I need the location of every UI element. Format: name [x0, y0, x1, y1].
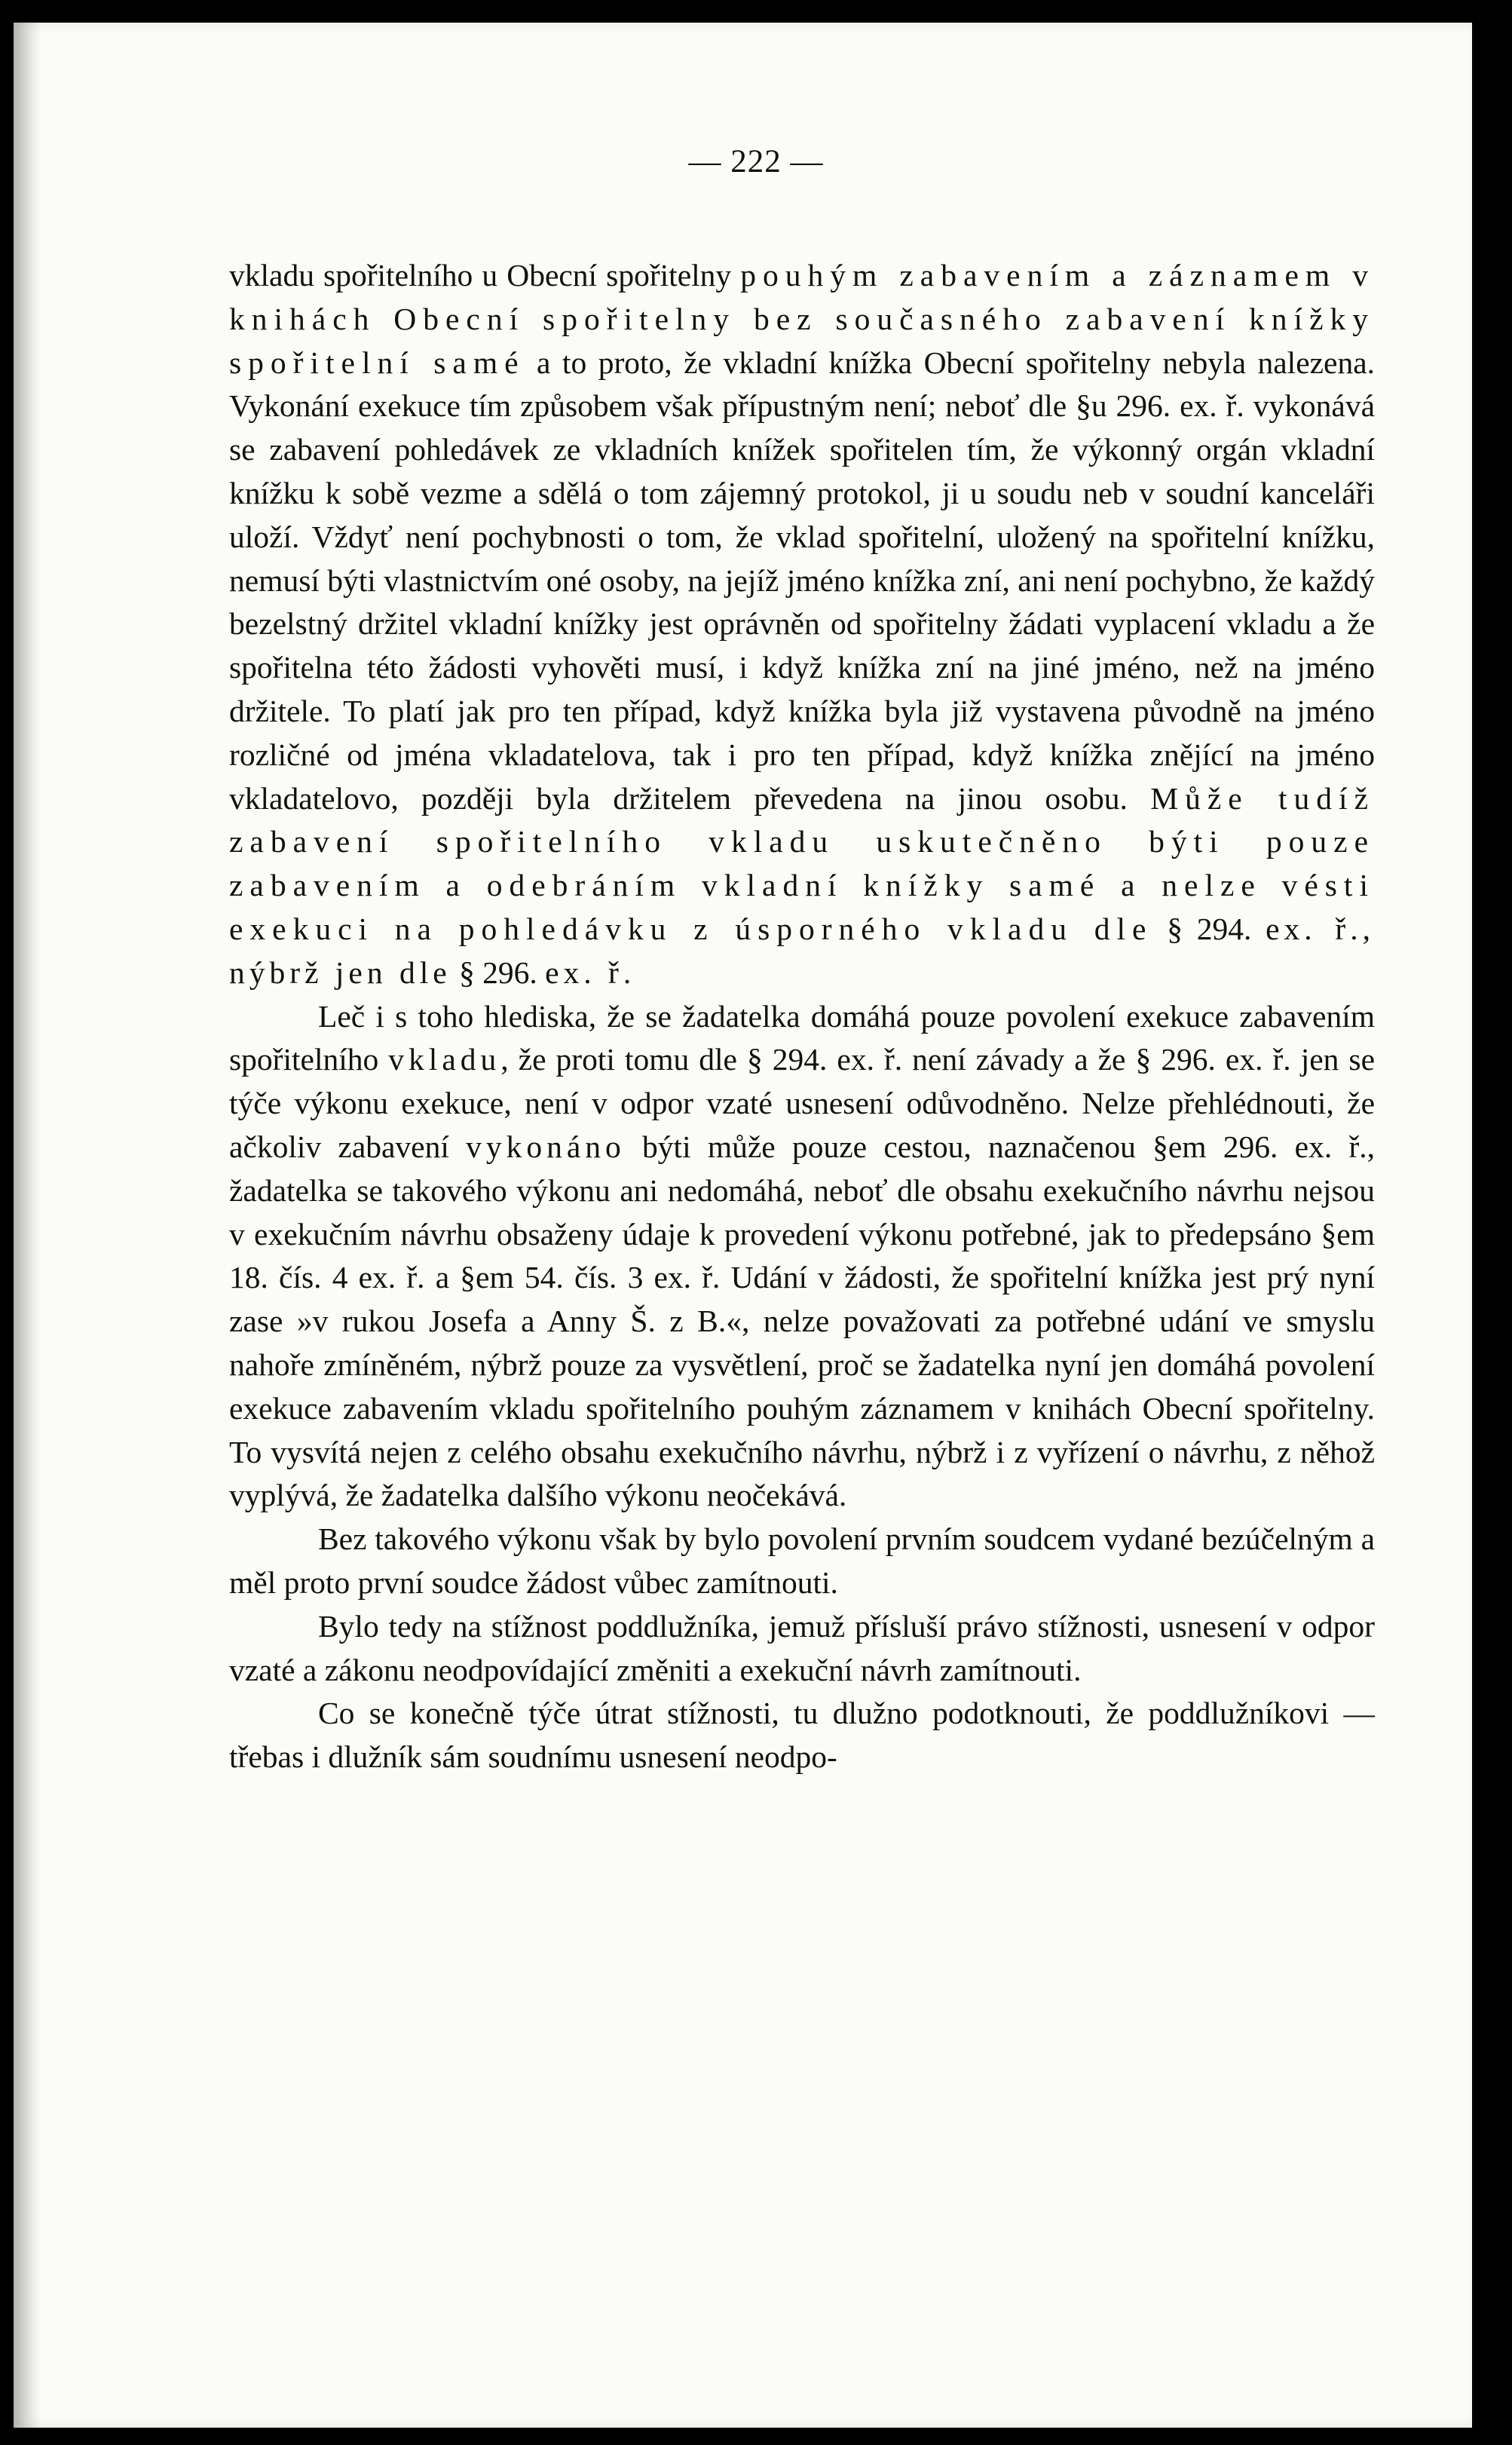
paragraph-1 — [229, 254, 1375, 995]
main-text — [229, 254, 1375, 1779]
paragraph-2-emphasis-2: vykonáno — [466, 1129, 626, 1164]
paragraph-1-segment-2: a to proto, že vkladní knížka Obecní spořitelny nebyla nalezena. Vykonání exekuce tím způsobem však přípustným není; neboť dle §u 296. ex. ř. vykonává se zabavení pohledávek ze vkladních knížek spořitelen tím, že výkonný orgán vkladní knížku k sobě vezme a sdělá o tom zájemný protokol, ji u soudu neb v soudní kanceláři uloží. Vždyť není pochybnosti o tom, že vklad spořitelní, uložený na spořitelní knížku, nemusí býti vlastnictvím oné osoby, na jejíž jméno knížka zní, ani není pochybno, že každý bezelstný držitel vkladní knížky jest oprávněn od spořitelny žádati vyplacení vkladu a že spořitelna této žádosti vyhověti musí, i když knížka zní na jiné jméno, než na jméno držitele. To platí jak pro ten případ, když knížka byla již vystavena původně na jméno rozličné od jména vkladatelova, tak i pro ten případ, když knížka znějící na jméno vkladatelovo, později byla držitelem převedena na jinou osobu. — [229, 345, 1376, 816]
paragraph-1-section-294: § 294. — [1152, 911, 1266, 946]
paragraph-2-emphasis-1: vkladu — [388, 1042, 501, 1077]
paragraph-1-emphasis-3: ex. ř., nýbrž jen dle — [229, 911, 1375, 990]
paragraph-5-text: Co se konečně týče útrat stížnosti, tu dlužno podotknouti, že poddlužníkovi — třebas i dlužník sám soudnímu usnesení neodpo- — [229, 1696, 1375, 1775]
page-number: — 222 — — [688, 144, 824, 179]
paragraph-5 — [229, 1692, 1375, 1779]
paragraph-2 — [229, 995, 1375, 1518]
paragraph-3-text: Bez takového výkonu však by bylo povolení prvním soudcem vydané bezúčelným a měl proto první soudce žádost vůbec zamítnouti. — [229, 1521, 1375, 1600]
paragraph-1-emphasis-4: ex. ř. — [545, 954, 636, 990]
paragraph-4 — [229, 1605, 1375, 1693]
paragraph-2-segment-1: Leč i s toho hlediska, že se žadatelka domáhá pouze povolení exekuce zabavením spořitelního — [229, 998, 1375, 1077]
paragraph-2-segment-3: býti může pouze cestou, naznačenou §em 296. ex. ř., žadatelka se takového výkonu ani nedomáhá, neboť dle obsahu exekučního návrhu nejsou v exekučním návrhu obsaženy údaje k provedení výkonu potřebné, jak to předepsáno §em 18. čís. 4 ex. ř. a §em 54. čís. 3 ex. ř. Udání v žádosti, že spořitelní knížka jest prý nyní zase »v rukou Josefa a Anny Š. z B.«, nelze považovati za potřebné udání ve smyslu nahoře zmíněném, nýbrž pouze za vysvětlení, proč se žadatelka nyní jen domáhá povolení exekuce zabavením vkladu spořitelního pouhým záznamem v knihách Obecní spořitelny. To vysvítá nejen z celého obsahu exekučního návrhu, nýbrž i z vyřízení o návrhu, z něhož vyplývá, že žadatelka dalšího výkonu neočekává. — [229, 1129, 1376, 1513]
paragraph-4-text: Bylo tedy na stížnost poddlužníka, jemuž přísluší právo stížnosti, usnesení v odpor vzaté a zákonu neodpovídající změniti a exekuční návrh zamítnouti. — [229, 1608, 1375, 1687]
paragraph-2-segment-2: , že proti tomu dle § 294. ex. ř. není závady a že § 296. ex. ř. jen se týče výkonu exekuce, není v odpor vzaté usnesení odůvodněno. Nelze přehlédnouti, že ačkoliv zabavení — [229, 1042, 1375, 1164]
paragraph-1-section-296: § 296. — [451, 954, 546, 990]
paragraph-1-emphasis-1: pouhým zabavením a záznamem v knihách Obecní spořitelny bez současného zabavení knížky spořitelní samé — [229, 258, 1375, 380]
paragraph-1-segment-1: vkladu spořitelního u Obecní spořitelny — [229, 258, 741, 293]
paragraph-3 — [229, 1518, 1375, 1605]
scan-shadow — [14, 23, 41, 2428]
paragraph-1-emphasis-2: Může tudíž zabavení spořitelního vkladu uskutečněno býti pouze zabavením a odebráním vkladní knížky samé a nelze vésti exekuci na pohledávku z úsporného vkladu dle — [229, 780, 1375, 946]
